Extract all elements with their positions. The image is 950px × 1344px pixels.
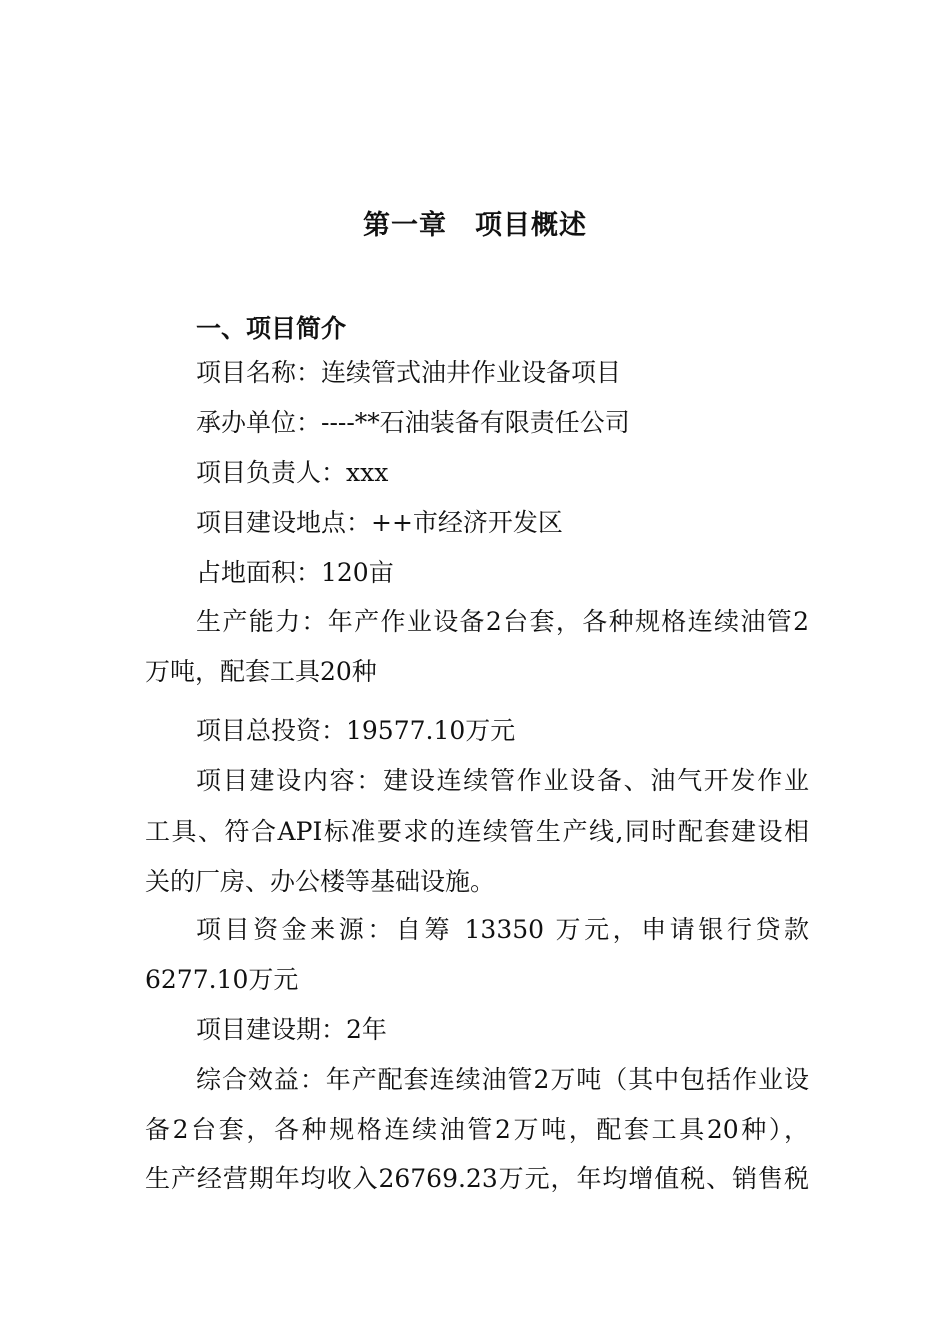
capacity-line-1: 生产能力：年产作业设备2台套，各种规格连续油管2 bbox=[196, 607, 809, 636]
benefit-line-2: 备2台套，各种规格连续油管2万吨，配套工具20种）， bbox=[145, 1115, 810, 1144]
total-investment-line: 项目总投资：19577.10万元 bbox=[196, 716, 516, 745]
land-area-line: 占地面积：120亩 bbox=[196, 558, 394, 587]
chapter-title: 第一章 项目概述 bbox=[363, 210, 587, 241]
section-heading: 一、项目简介 bbox=[196, 314, 347, 343]
project-leader-line: 项目负责人：xxx bbox=[196, 458, 389, 487]
project-location-line: 项目建设地点：++市经济开发区 bbox=[196, 508, 563, 537]
content-line-3: 关的厂房、办公楼等基础设施。 bbox=[145, 867, 496, 896]
content-line-1: 项目建设内容：建设连续管作业设备、油气开发作业 bbox=[196, 766, 809, 795]
benefit-line-1: 综合效益：年产配套连续油管2万吨（其中包括作业设 bbox=[196, 1065, 809, 1094]
project-name-line: 项目名称：连续管式油井作业设备项目 bbox=[196, 358, 622, 387]
capacity-line-2: 万吨，配套工具20种 bbox=[145, 657, 377, 686]
organizer-line: 承办单位：----**石油装备有限责任公司 bbox=[196, 408, 630, 437]
funding-line-2: 6277.10万元 bbox=[145, 965, 299, 994]
content-line-2: 工具、符合API标准要求的连续管生产线,同时配套建设相 bbox=[145, 817, 809, 846]
benefit-line-3: 生产经营期年均收入26769.23万元，年均增值税、销售税 bbox=[145, 1164, 809, 1193]
funding-line-1: 项目资金来源：自筹 13350 万元，申请银行贷款 bbox=[196, 915, 809, 944]
construction-period-line: 项目建设期：2年 bbox=[196, 1015, 387, 1044]
